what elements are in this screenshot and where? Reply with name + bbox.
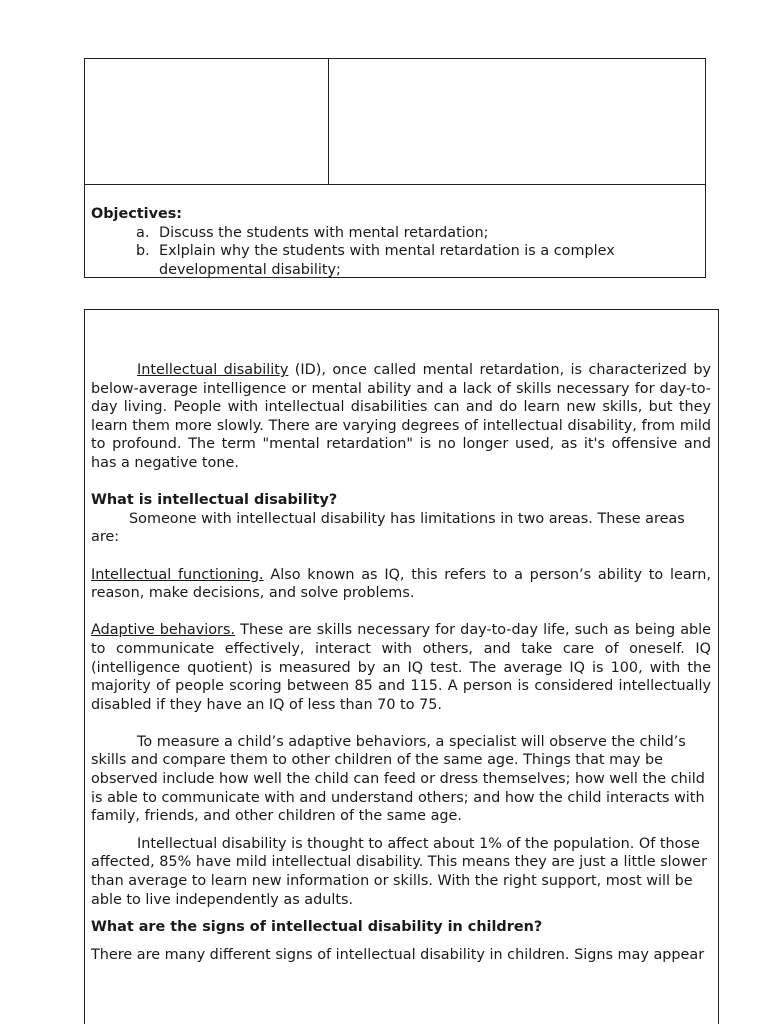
document-body bbox=[91, 361, 711, 964]
objective-marker: a. bbox=[136, 224, 150, 241]
objective-marker: b. bbox=[136, 243, 150, 260]
measure-paragraph: To measure a child’s adaptive behaviors, a specialist will observe the child’s skills and compare them to other children of the same age. Things that may be observed include how well the child can feed or dress themselves; how well the child is able to communicate with and understand others; and how the child interacts with family, friends, and other children of the same age. bbox=[91, 733, 705, 825]
objective-text: Exlplain why the students with mental retardation is a complex developmental disability; bbox=[159, 243, 615, 278]
objectives-heading: Objectives: bbox=[91, 206, 183, 222]
intro-paragraph: Intellectual disability (ID), once called mental retardation, is characterized by below-average intelligence or mental ability and a lack of skills necessary for day-to-day living. People with intellectual disabilities can and do learn new skills, but they learn them more slowly. There are varying degrees of intellectual disability, from mild to profound. The term "mental retardation" is no longer used, as it's offensive and has a negative tone. bbox=[91, 362, 712, 471]
term-intellectual-disability: Intellectual disability bbox=[137, 362, 289, 378]
objective-item bbox=[91, 242, 697, 279]
adaptive-paragraph: Adaptive behaviors. These are skills necessary for day-to-day life, such as being able to communicate effectively, interact with others, and take care of oneself. IQ (intelligence quotient) is measured by an IQ test. The average IQ is 100, with the majority of people scoring between 85 and 115. A person is considered intellectually disabled if they have an IQ of less than 70 to 75. bbox=[91, 622, 712, 713]
objective-text: Discuss the students with mental retardation; bbox=[159, 224, 489, 241]
heading-what-is: What is intellectual disability? bbox=[91, 492, 338, 509]
areas-paragraph: Someone with intellectual disability has limitations in two areas. These areas are: bbox=[91, 510, 685, 546]
functioning-paragraph: Intellectual functioning. Also known as IQ, this refers to a person’s ability to learn, reason, make decisions, and solve problems. bbox=[91, 566, 712, 602]
objectives-list bbox=[91, 224, 697, 280]
header-cell-left bbox=[85, 59, 329, 185]
heading-signs: What are the signs of intellectual disability in children? bbox=[91, 919, 543, 936]
objectives-section bbox=[91, 205, 697, 279]
signs-paragraph: There are many different signs of intellectual disability in children. Signs may appear bbox=[91, 946, 705, 963]
header-cell-right bbox=[328, 59, 705, 185]
content-box bbox=[84, 309, 719, 1024]
term-intellectual-functioning: Intellectual functioning. bbox=[91, 566, 264, 583]
prevalence-paragraph: Intellectual disability is thought to affect about 1% of the population. Of those affected, 85% have mild intellectual disability. This means they are just a little slower than average to learn new information or skills. With the right support, most will be able to live independently as adults. bbox=[91, 835, 707, 908]
header-table bbox=[84, 58, 706, 278]
objective-item bbox=[91, 224, 697, 243]
term-adaptive-behaviors: Adaptive behaviors. bbox=[91, 622, 236, 639]
